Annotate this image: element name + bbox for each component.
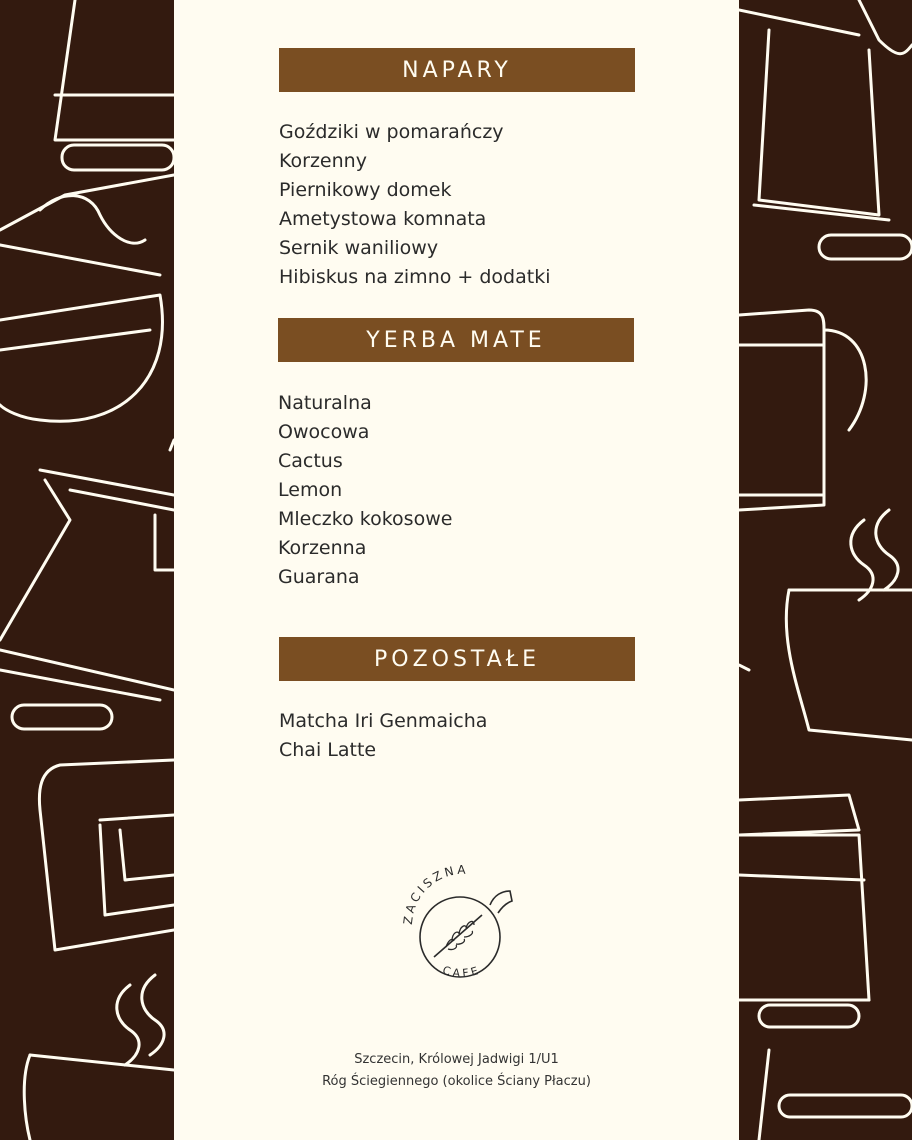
coffee-cup-icon — [55, 0, 174, 170]
pozostale-list — [279, 707, 487, 765]
list-item: Hibiskus na zimno + dodatki — [279, 266, 551, 288]
right-pattern — [739, 0, 912, 1140]
list-item: Lemon — [278, 479, 343, 501]
list-item: Naturalna — [278, 392, 372, 414]
mug-icon — [739, 310, 866, 510]
list-item: Piernikowy domek — [279, 179, 452, 201]
left-pattern — [0, 0, 174, 1140]
travel-cup-icon — [739, 795, 869, 1027]
list-item: Matcha Iri Genmaicha — [279, 710, 488, 732]
list-item: Chai Latte — [279, 739, 377, 761]
list-item: Mleczko kokosowe — [278, 508, 453, 530]
section-header-pozostale: POZOSTAŁE — [279, 637, 635, 681]
list-item: Cactus — [278, 450, 343, 472]
logo-bottom-text: CAFE — [441, 963, 483, 981]
list-item: Korzenny — [279, 150, 367, 172]
coffee-machine-icon — [39, 760, 174, 950]
list-item: Sernik waniliowy — [279, 237, 439, 259]
address-line-2: Róg Ściegiennego (okolice Ściany Płaczu) — [322, 1074, 591, 1089]
list-item: Goździki w pomarańczy — [279, 121, 504, 143]
pot-base-icon — [759, 1050, 912, 1140]
menu-panel — [174, 0, 739, 1140]
coffee-pot-icon — [0, 440, 174, 729]
teapot-icon — [0, 175, 174, 421]
steam-icon — [24, 975, 174, 1140]
yerba-mate-list — [278, 389, 452, 592]
section-header-napary: NAPARY — [279, 48, 635, 92]
list-item: Owocowa — [278, 421, 370, 443]
cafe-logo — [394, 855, 534, 995]
section-header-yerba-mate: YERBA MATE — [278, 318, 634, 362]
coffee-pot-icon — [739, 0, 912, 259]
coffee-cup-icon — [739, 590, 912, 740]
steam-icon — [851, 510, 898, 600]
list-item: Korzenna — [278, 537, 367, 559]
address-line-1: Szczecin, Królowej Jadwigi 1/U1 — [354, 1052, 559, 1067]
list-item: Ametystowa komnata — [279, 208, 487, 230]
list-item: Guarana — [278, 566, 360, 588]
logo-top-text: ZACISZNA — [400, 862, 469, 926]
svg-text:ZACISZNA — [401, 863, 469, 926]
napary-list — [279, 118, 550, 292]
